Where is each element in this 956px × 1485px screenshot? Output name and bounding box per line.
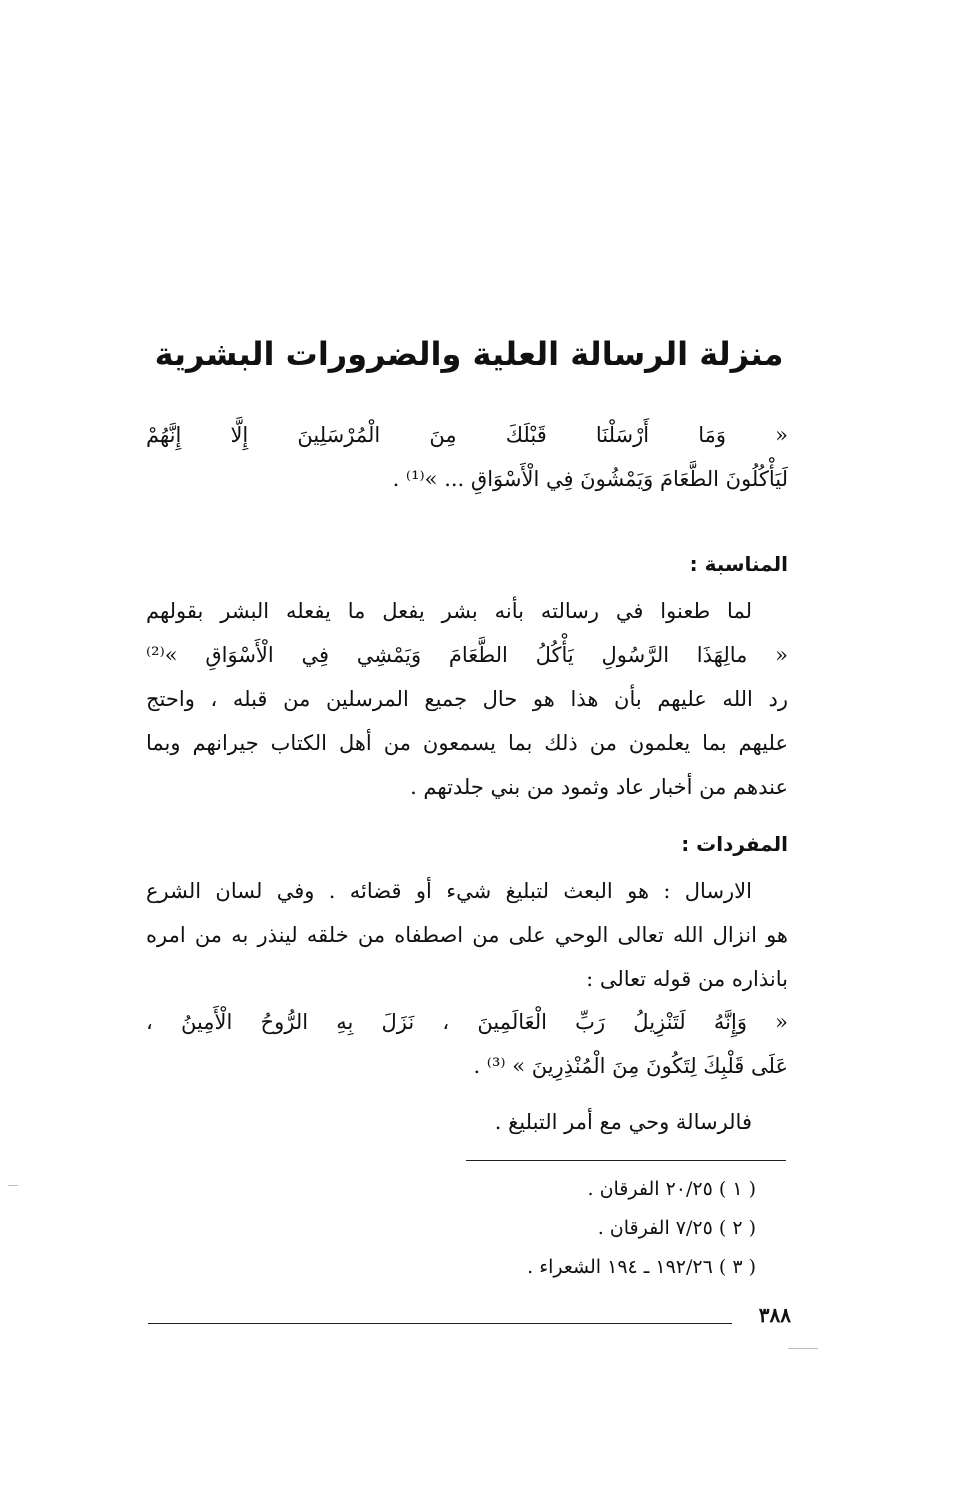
munasaba-paragraph — [146, 589, 788, 809]
verse-2-line-1: « وَإِنَّهُ لَتَنْزِيلُ رَبِّ الْعَالَمِينَ ، نَزَلَ بِهِ الرُّوحُ الْأَمِينُ ، — [146, 1010, 788, 1034]
bottom-rule — [148, 1323, 732, 1324]
closing-line: فالرسالة وحي مع أمر التبليغ . — [494, 1110, 752, 1134]
page-number: ٣٨٨ — [758, 1303, 791, 1327]
munasaba-line-4: عليهم بما يعلمون من ذلك بما يسمعون من أهل الكتاب جيرانهم وبما — [146, 731, 788, 755]
mufradat-paragraph — [146, 869, 788, 1001]
munasaba-line-1: لما طعنوا في رسالته بأنه بشر يفعل ما يفعله البشر بقولهم — [146, 599, 752, 623]
mufradat-line-3: بانذاره من قوله تعالى : — [586, 967, 788, 991]
mufradat-line-1: الارسال : هو البعث لتبليغ شيء أو قضائه . وفي لسان الشرع — [146, 879, 752, 903]
mufradat-line-2: هو انزال الله تعالى الوحي على من اصطفاه من خلقه لينذر به من امره — [146, 923, 788, 947]
verse-2-line-2: عَلَى قَلْبِكَ لِتَكُونَ مِنَ الْمُنْذِرِينَ » ⁽³⁾ . — [473, 1054, 788, 1078]
quran-verse-2 — [146, 1000, 788, 1088]
scan-artifact-mark — [8, 1185, 18, 1186]
scan-artifact-mark — [788, 1348, 818, 1349]
footnote-divider — [466, 1160, 786, 1161]
footnote-2: ( ٢ ) ٧/٢٥ الفرقان . — [597, 1217, 756, 1239]
munasaba-line-2: « مالِهَذَا الرَّسُولِ يَأْكُلُ الطَّعَامَ وَيَمْشِي فِي الْأَسْوَاقِ »⁽²⁾ — [146, 643, 788, 667]
footnote-3: ( ٣ ) ١٩٢/٢٦ ـ ١٩٤ الشعراء . — [527, 1256, 756, 1278]
verse-1-line-2: لَيَأْكُلُونَ الطَّعَامَ وَيَمْشُونَ فِي الْأَسْوَاقِ ... »⁽¹⁾ . — [392, 467, 788, 491]
footnote-1: ( ١ ) ٢٠/٢٥ الفرقان . — [587, 1178, 756, 1200]
munasaba-line-3: رد الله عليهم بأن هذا هو حال جميع المرسلين من قبله ، واحتج — [146, 687, 788, 711]
quran-verse-1 — [146, 413, 788, 501]
page-title: منزلة الرسالة العلية والضرورات البشرية — [154, 335, 784, 373]
closing-statement — [146, 1100, 788, 1144]
section-heading-mufradat: المفردات : — [681, 832, 788, 856]
munasaba-line-5: عندهم من أخبار عاد وثمود من بني جلدتهم . — [410, 775, 788, 799]
footnotes — [380, 1170, 756, 1287]
verse-1-line-1: « وَمَا أَرْسَلْنَا قَبْلَكَ مِنَ الْمُرْسَلِينَ إِلَّا إِنَّهُمْ — [146, 423, 788, 447]
section-heading-munasaba: المناسبة : — [689, 552, 788, 576]
